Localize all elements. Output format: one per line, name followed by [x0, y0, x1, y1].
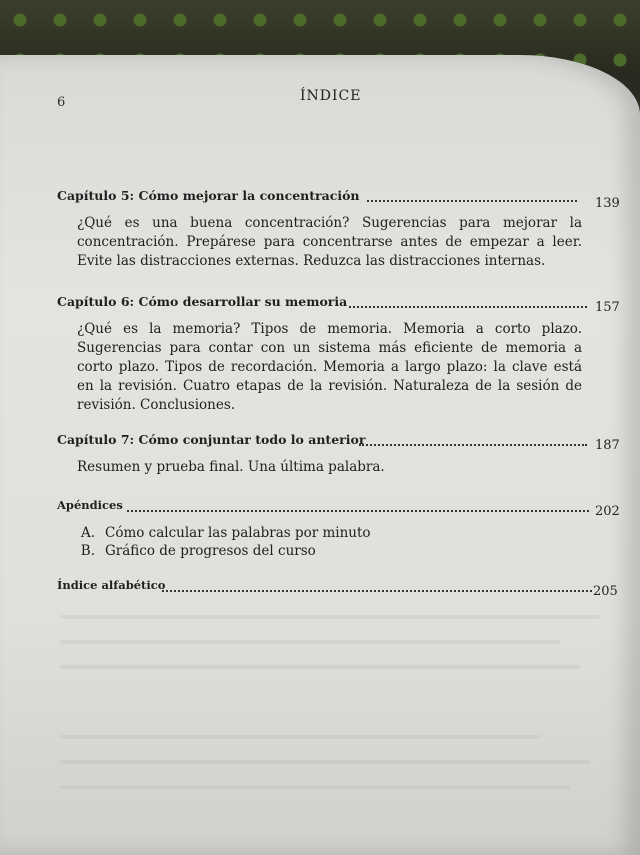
page-number: 6	[57, 95, 66, 110]
toc-entry-title: Capítulo 5: Cómo mejorar la concentración	[57, 188, 360, 203]
toc-entry-line	[57, 294, 620, 315]
toc-entry-description: ¿Qué es la memoria? Tipos de memoria. Memoria a corto plazo. Sugerencias para contar con un sistema más eficiente de memoria a corto plazo. Tipos de recordación. Memoria a largo plazo: la clave está en la revisión. Cuatro etapas de la revisión. Naturaleza de la sesión de revisión. Conclusiones.	[77, 321, 582, 413]
running-header: ÍNDICE	[300, 88, 362, 104]
list-item-text: Gráfico de progresos del curso	[105, 543, 316, 559]
bleed-through-line	[60, 735, 540, 739]
toc-entry-chapter-6	[57, 294, 620, 415]
toc-entry-page: 205	[593, 584, 618, 599]
list-item-letter: B.	[80, 543, 95, 559]
bleed-through-line	[60, 760, 590, 764]
toc-entry-description: Resumen y prueba final. Una última palabra.	[77, 459, 385, 475]
bleed-through-line	[60, 665, 580, 669]
toc-entry-title: Índice alfabético	[57, 578, 166, 592]
toc-entry-appendices	[57, 498, 620, 560]
list-item	[77, 542, 612, 560]
toc-entry-page: 157	[595, 300, 620, 315]
bleed-through-line	[60, 640, 560, 644]
toc-entry-description: ¿Qué es una buena concentración? Sugerencias para mejorar la concentración. Prepárese para concentrarse antes de empezar a leer. Evite las distracciones externas. Reduzca las distracciones internas.	[77, 215, 582, 269]
toc-entry-chapter-7	[57, 432, 620, 477]
list-item-text: Cómo calcular las palabras por minuto	[105, 525, 371, 541]
dot-leader	[349, 306, 587, 308]
toc-entry-alphabetical-index	[57, 578, 618, 599]
dot-leader	[359, 444, 587, 446]
list-item-letter: A.	[80, 525, 95, 541]
dot-leader	[367, 200, 577, 202]
toc-entry-title: Capítulo 7: Cómo conjuntar todo lo anterior	[57, 432, 366, 447]
toc-entry-line	[57, 578, 618, 599]
list-item	[77, 524, 612, 542]
toc-entry-line	[57, 498, 620, 519]
toc-entry-chapter-5	[57, 188, 620, 271]
appendix-list	[77, 524, 612, 560]
dot-leader	[127, 510, 589, 512]
toc-entry-title: Capítulo 6: Cómo desarrollar su memoria	[57, 294, 348, 309]
toc-entry-title: Apéndices	[57, 498, 123, 512]
toc-entry-page: 187	[595, 438, 620, 453]
toc-entry-line	[57, 432, 620, 453]
bleed-through-line	[60, 615, 600, 619]
toc-entry-page: 139	[595, 196, 620, 211]
toc-entry-line	[57, 188, 620, 211]
dot-leader	[162, 590, 592, 592]
toc-entry-page: 202	[595, 504, 620, 519]
bleed-through-line	[60, 785, 570, 789]
